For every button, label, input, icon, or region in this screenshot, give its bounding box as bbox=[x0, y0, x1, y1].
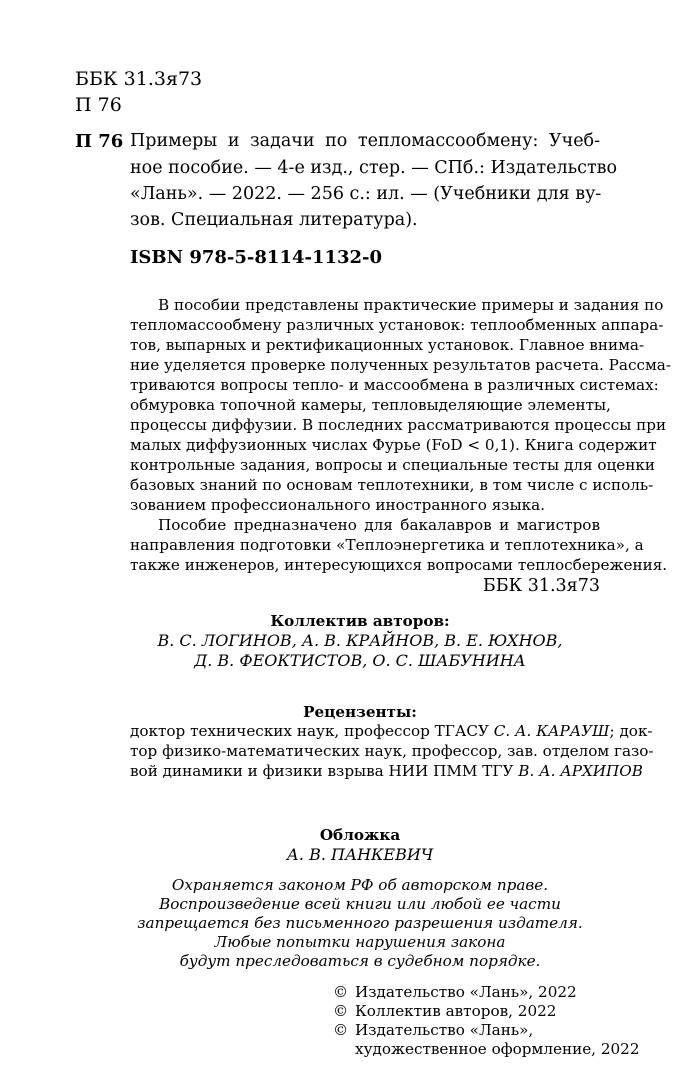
bibliographic-code: П 76 bbox=[75, 131, 124, 152]
reviewer-line: тор физико-математических наук, профессор, зав. отделом газо- bbox=[130, 742, 654, 760]
abstract-line: В пособии представлены практические примеры и задания по bbox=[158, 296, 664, 314]
copyright-line bbox=[333, 983, 577, 1001]
bbk-code: ББК 31.3я73 bbox=[75, 68, 203, 90]
cover-designer: А. В. ПАНКЕВИЧ bbox=[286, 845, 434, 864]
copyright-notice-line: Любые попытки нарушения закона bbox=[214, 933, 506, 951]
copyright-text: Коллектив авторов, 2022 bbox=[355, 1002, 557, 1020]
bibliographic-line: «Лань». — 2022. — 256 с.: ил. — (Учебники для ву- bbox=[130, 184, 602, 204]
copyright-line bbox=[333, 1021, 533, 1039]
abstract-line: процессы диффузии. В последних рассматриваются процессы при bbox=[130, 416, 667, 434]
author-mark: П 76 bbox=[75, 94, 122, 116]
bibliographic-line: Примеры и задачи по тепломассообмену: Учеб- bbox=[130, 131, 600, 151]
copyright-notice-line: запрещается без письменного разрешения издателя. bbox=[137, 914, 583, 932]
abstract-line: Пособие предназначено для бакалавров и магистров bbox=[158, 516, 600, 534]
abstract-line: тепломассообмену различных установок: теплообменных аппара- bbox=[130, 316, 664, 334]
abstract-line: триваются вопросы тепло- и массообмена в различных системах: bbox=[130, 376, 659, 394]
abstract-bbk: ББК 31.3я73 bbox=[482, 576, 600, 596]
isbn: ISBN 978-5-8114-1132-0 bbox=[130, 247, 383, 268]
reviewer-line bbox=[130, 722, 653, 740]
reviewer-name: В. А. АРХИПОВ bbox=[518, 762, 643, 780]
reviewer-line bbox=[130, 762, 643, 780]
reviewer-text: ; док- bbox=[609, 722, 653, 740]
abstract-line: направления подготовки «Теплоэнергетика и теплотехника», а bbox=[130, 536, 644, 554]
copyright-text: Издательство «Лань», 2022 bbox=[355, 983, 577, 1001]
reviewer-text: доктор технических наук, профессор ТГАСУ bbox=[130, 722, 489, 740]
reviewer-name: С. А. КАРАУШ bbox=[493, 722, 610, 740]
copyright-notice-line: Воспроизведение всей книги или любой ее части bbox=[159, 895, 561, 913]
copyright-notice-line: Охраняется законом РФ об авторском праве. bbox=[171, 876, 549, 894]
copyright-icon: © bbox=[333, 1002, 349, 1020]
abstract-line: зованием профессионального иностранного языка. bbox=[130, 496, 546, 514]
abstract-line: базовых знаний по основам теплотехники, в том числе с исполь- bbox=[130, 476, 654, 494]
abstract-line: контрольные задания, вопросы и специальные тесты для оценки bbox=[130, 456, 656, 474]
abstract-line: тов, выпарных и ректификационных установок. Главное внима- bbox=[130, 336, 645, 354]
copyright-line bbox=[333, 1002, 556, 1020]
copyright-icon: © bbox=[333, 1021, 349, 1039]
abstract-line: обмуровка топочной камеры, тепловыделяющие элементы, bbox=[130, 396, 611, 414]
copyright-icon: © bbox=[333, 983, 349, 1001]
authors-line: В. С. ЛОГИНОВ, А. В. КРАЙНОВ, В. Е. ЮХНОВ, bbox=[157, 631, 563, 650]
bibliographic-line: зов. Специальная литература). bbox=[130, 210, 418, 230]
cover-heading: Обложка bbox=[319, 826, 401, 844]
copyright-text: Издательство «Лань», bbox=[355, 1021, 534, 1039]
abstract-line: также инженеров, интересующихся вопросами теплосбережения. bbox=[130, 556, 668, 574]
copyright-notice-line: будут преследоваться в судебном порядке. bbox=[179, 952, 541, 970]
authors-heading: Коллектив авторов: bbox=[270, 612, 450, 630]
reviewer-text: вой динамики и физики взрыва НИИ ПММ ТГУ bbox=[130, 762, 514, 780]
abstract-line: малых диффузионных числах Фурье (FoD < 0,1). Книга содержит bbox=[130, 436, 657, 454]
reviewers-heading: Рецензенты: bbox=[303, 703, 417, 721]
copyright-line: художественное оформление, 2022 bbox=[355, 1040, 640, 1058]
bibliographic-line: ное пособие. — 4-е изд., стер. — СПб.: Издательство bbox=[130, 158, 618, 178]
authors-line: Д. В. ФЕОКТИСТОВ, О. С. ШАБУНИНА bbox=[194, 651, 526, 670]
abstract-line: ние уделяется проверке полученных результатов расчета. Рассма- bbox=[130, 356, 671, 374]
